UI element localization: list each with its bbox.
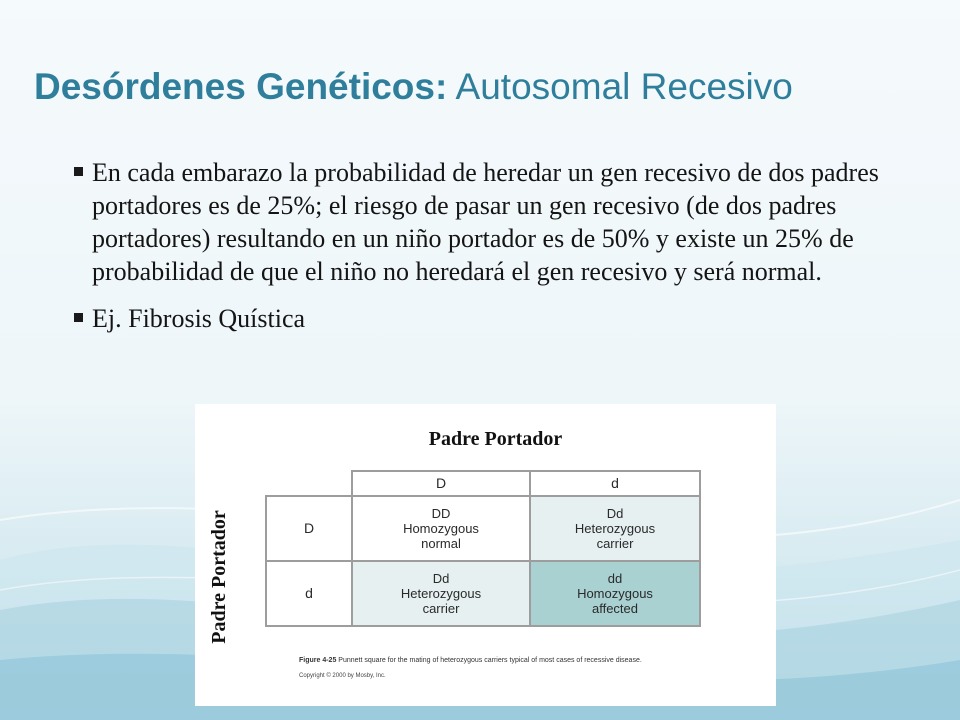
punnett-square	[265, 470, 701, 627]
figure-caption	[299, 657, 642, 664]
punnett-cell	[530, 561, 700, 626]
col-header: D	[352, 471, 530, 496]
genotype: dd	[607, 571, 623, 586]
slide-title	[34, 66, 793, 108]
col-header: d	[530, 471, 700, 496]
bullet-text: En cada embarazo la probabilidad de heredar un gen recesivo de dos padres portadores es de 25%; el riesgo de pasar un gen recesivo (de dos padres portadores) resultando en un niño portador es de 50% y existe un 25% de probabilidad de que el niño no heredará el gen recesivo y será normal.	[92, 158, 879, 286]
zygosity: Heterozygous	[574, 521, 656, 536]
square-bullet-icon	[74, 167, 83, 176]
status: carrier	[422, 601, 460, 616]
side-parent-label: Padre Portador	[208, 510, 230, 644]
zygosity: Homozygous	[577, 586, 653, 601]
bullet-item	[74, 302, 904, 335]
punnett-cell	[352, 496, 530, 561]
punnett-cell	[352, 561, 530, 626]
zygosity: Homozygous	[403, 521, 479, 536]
row-header: d	[266, 561, 352, 626]
status: normal	[421, 536, 461, 551]
title-rest: Autosomal Recesivo	[447, 66, 793, 107]
title-bold: Desórdenes Genéticos:	[34, 66, 448, 107]
status: affected	[591, 601, 639, 616]
genotype: DD	[431, 506, 451, 521]
genotype: Dd	[606, 506, 624, 521]
genotype: Dd	[432, 571, 450, 586]
caption-label: Figure 4-25	[299, 657, 337, 664]
copyright-note: Copyright © 2000 by Mosby, Inc.	[299, 673, 386, 679]
row-header: D	[266, 496, 352, 561]
status: carrier	[596, 536, 634, 551]
punnett-cell	[530, 496, 700, 561]
bullet-text: Ej. Fibrosis Quística	[92, 304, 306, 333]
zygosity: Heterozygous	[400, 586, 482, 601]
caption-text: Punnett square for the mating of heterozygous carriers typical of most cases of recessive disease.	[336, 657, 642, 664]
corner-cell	[266, 471, 352, 496]
bullet-list	[74, 156, 904, 335]
punnett-figure	[195, 404, 776, 706]
square-bullet-icon	[74, 313, 83, 322]
top-parent-label: Padre Portador	[428, 428, 563, 450]
bullet-item	[74, 156, 904, 288]
